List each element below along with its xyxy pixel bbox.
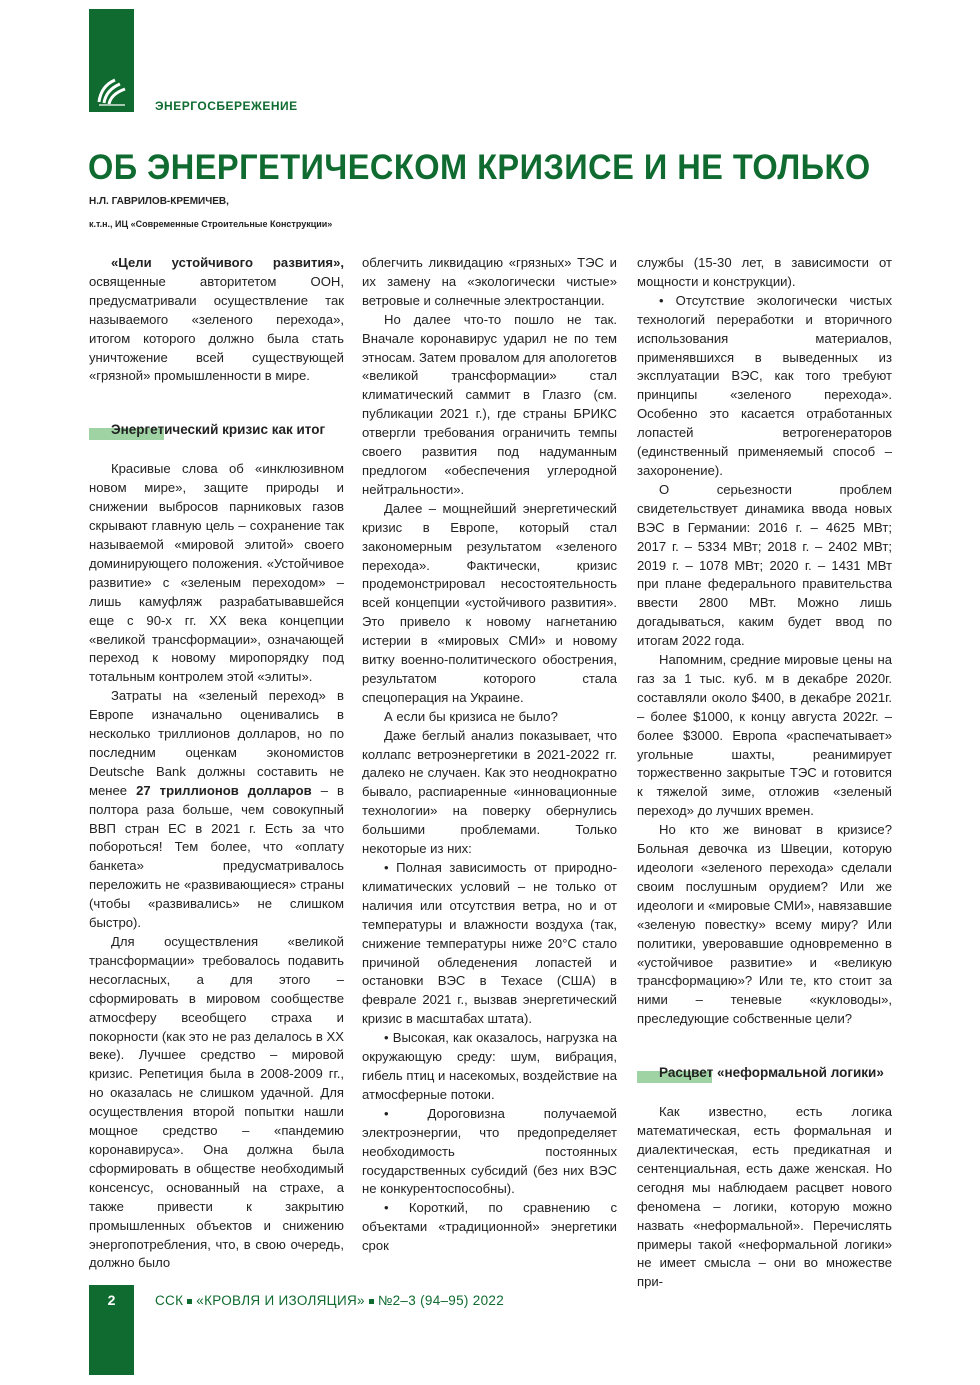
author-name: Н.Л. ГАВРИЛОВ-КРЕМИЧЕВ, — [89, 196, 229, 207]
footer-publication — [155, 1293, 504, 1308]
paragraph: облегчить ликвидацию «грязных» ТЭС и их замену на «экологически чистые» ветровые и солнечные электростанции. — [362, 255, 617, 308]
paragraph: Далее – мощнейший энергетический кризис в Европе, который стал закономерным результатом «зеленого перехода». Фактически, кризис продемонстрировал несостоятельность всей концепции «устойчивого развития». Это привело к новому нагнетанию истерии в «мировых СМИ» и новому витку военно-политического обострения, результатом которого стала спецоперация на Украине. — [362, 500, 617, 705]
subheading-informal-logic: Расцвет «неформальной логики» — [637, 1065, 892, 1081]
paragraph: Красивые слова об «инклюзивном новом мире», защите природы и снижении выбросов парниковых газов скрывают главную цель – сохранение так называемой «мировой элитой» своего доминирующего положения. «Устойчивое развитие» с «зеленым переходом» – лишь камуфляж разрабатывавшейся еще с 90-х гг. XX века концепции «великой трансформации», означающей переход к новому миропорядку под тотальным контролем этой «элиты». — [89, 461, 344, 685]
bullet-item: • Отсутствие экологически чистых технологий переработки и вторичного использования материалов, применявшихся в выведенных из эксплуатации ВЭС, как того требуют принципы «зеленого перехода». Особенно это касается отработанных лопастей ветрогенераторов (единственный применяемый способ – захоронение). — [637, 292, 892, 478]
section-label: ЭНЕРГОСБЕРЕЖЕНИЕ — [155, 99, 298, 113]
paragraph: Для осуществления «великой трансформации» требовалось подавить несогласных, а для этого – сформировать в мировом сообществе атмосферу всеобщего страха и покорности (как это не раз делалось в XX веке). Лучшее средство – мировой кризис. Репетиция была в 2008-2009 гг., но оказалась не слишком удачной. Для осуществления второй попытки нашли мощное средство – «пандемию коронавируса». Она должна была сформировать в обществе необходимый консенсус, основанный на страхе, а также привести к закрытию промышленных объектов и снижению энергопотребления, что, в свою очередь, должно было — [89, 934, 344, 1271]
square-bullet-icon — [369, 1299, 374, 1304]
author-affiliation: к.т.н., ИЦ «Современные Строительные Конструкции» — [89, 219, 333, 229]
magazine-logo-icon — [93, 72, 129, 108]
column-1 — [89, 254, 344, 1273]
paragraph: Но далее что-то пошло не так. Вначале коронавирус ударил не по тем этносам. Затем провалом для апологетов «великой трансформации» стал климатический саммит в Глазго (см. публикации 2021 г.), где страны БРИКС отвергли требования ограничить темпы своего развития под надуманным предлогом «обеспечения углеродной нейтральности». — [362, 311, 618, 497]
article-title: ОБ ЭНЕРГЕТИЧЕСКОМ КРИЗИСЕ И НЕ ТОЛЬКО — [88, 148, 871, 187]
magazine-name: «КРОВЛЯ И ИЗОЛЯЦИЯ» — [196, 1293, 365, 1308]
paragraph: Как известно, есть логика математическая, есть формальная и диалектическая, есть предикатная и сентенциальная, есть даже женская. Но сегодня мы наблюдаем расцвет нового феномена – логики, которую можно назвать «неформальной». Перечислять примеры такой «неформальной логики» не имеет смысла – они во множестве при- — [637, 1104, 892, 1290]
square-bullet-icon — [187, 1299, 192, 1304]
paragraph: Даже беглый анализ показывает, что коллапс ветроэнергетики в 2021-2022 гг. далеко не случаен. Как это неоднократно бывало, распиаренные «инновационные технологии» на поверку обернулись большими проблемами. Только некоторые из них: — [362, 727, 617, 857]
paragraph: Напомним, средние мировые цены на газ за 1 тыс. куб. м в декабре 2020г. составляли около $400, в декабре 2021г. – более $1000, к концу августа 2022г. – более $3000. Европа «распечатывает» угольные шахты, реанимирует торжественно закрытые ТЭС и готовится к тяжелой зиме, отложив «зеленый переход» до лучших времен. — [637, 652, 892, 819]
subheading-energy-crisis: Энергетический кризис как итог — [89, 422, 344, 438]
paragraph: Затраты на «зеленый переход» в Европе изначально оценивались в несколько триллионов долларов, но по последним оценкам экономистов Deutsche Bank должны составить не менее 27 триллионов долларов – в полтора раза больше, чем совокупный ВВП стран ЕС в 2021 г. Есть за что побороться! Тем более, что «оплату банкета» предусматривалось переложить не «развивающиеся» страны (чтобы «развивались» не слишком быстро). — [89, 688, 344, 931]
issue-number: №2–3 (94–95) 2022 — [377, 1293, 504, 1308]
paragraph: О серьезности проблем свидетельствует динамика ввода новых ВЭС в Германии: 2016 г. – 4625 МВт; 2017 г. – 5334 МВт; 2018 г. – 2402 МВт; 2019 г. – 1078 МВт; 2020 г. – 1431 МВт при плане федерального правительства ввести 2800 МВт. Можно лишь догадываться, каким будет ввод по итогам 2022 года. — [637, 481, 892, 649]
footer-bar — [89, 1285, 134, 1375]
emphasis-bold: 27 триллионов долларов — [136, 782, 312, 798]
bullet-item: • Дороговизна получаемой электроэнергии, что предопределяет необходимость постоянных государственных субсидий (без них ВЭС не конкурентоспособны). — [362, 1105, 617, 1197]
page-number: 2 — [107, 1292, 116, 1308]
lead-bold: «Цели устойчивого развития», — [111, 255, 344, 270]
logo-bar — [89, 9, 134, 112]
paragraph: службы (15-30 лет, в зависимости от мощности и конструкции). — [637, 255, 892, 289]
bullet-item: • Высокая, как оказалось, нагрузка на окружающую среду: шум, вибрация, гибель птиц и насекомых, воздействие на атмосферные потоки. — [362, 1030, 617, 1102]
publisher: ССК — [155, 1293, 184, 1308]
column-3 — [637, 254, 892, 1292]
bullet-item: • Полная зависимость от природно-климатических условий – не только от наличия или отсутствия ветра, но и от температуры и влажности воздуха (так, снижение температуры ниже 20°С стало причиной обледенения лопастей и остановки ВЭС в Техасе (США) в феврале 2021 г., вызвав энергетический кризис в масштабах штата). — [362, 860, 617, 1027]
column-2 — [362, 254, 617, 1256]
paragraph: А если бы кризиса не было? — [384, 708, 558, 724]
paragraph: Но кто же виноват в кризисе? Больная девочка из Швеции, которую идеологи «зеленого перехода» сделали своим послушным орудием? Или же идеологи и «мировые СМИ», навязавшие «зеленую повестку» всему миру? Или политики, уверовавшие одновременно в «устойчивое развитие» и «великую трансформацию»? Или те, кто стоит за ними – теневые «кукловоды», преследующие собственные цели? — [637, 822, 892, 1027]
bullet-item: • Короткий, по сравнению с объектами «традиционной» энергетики срок — [362, 1200, 617, 1254]
paragraph: «Цели устойчивого развития», освященные авторитетом ООН, предусматривали осуществление так называемого «зеленого перехода», итогом которого должно была стать уничтожение всей существующей «грязной» промышленности в мире. — [89, 255, 344, 384]
